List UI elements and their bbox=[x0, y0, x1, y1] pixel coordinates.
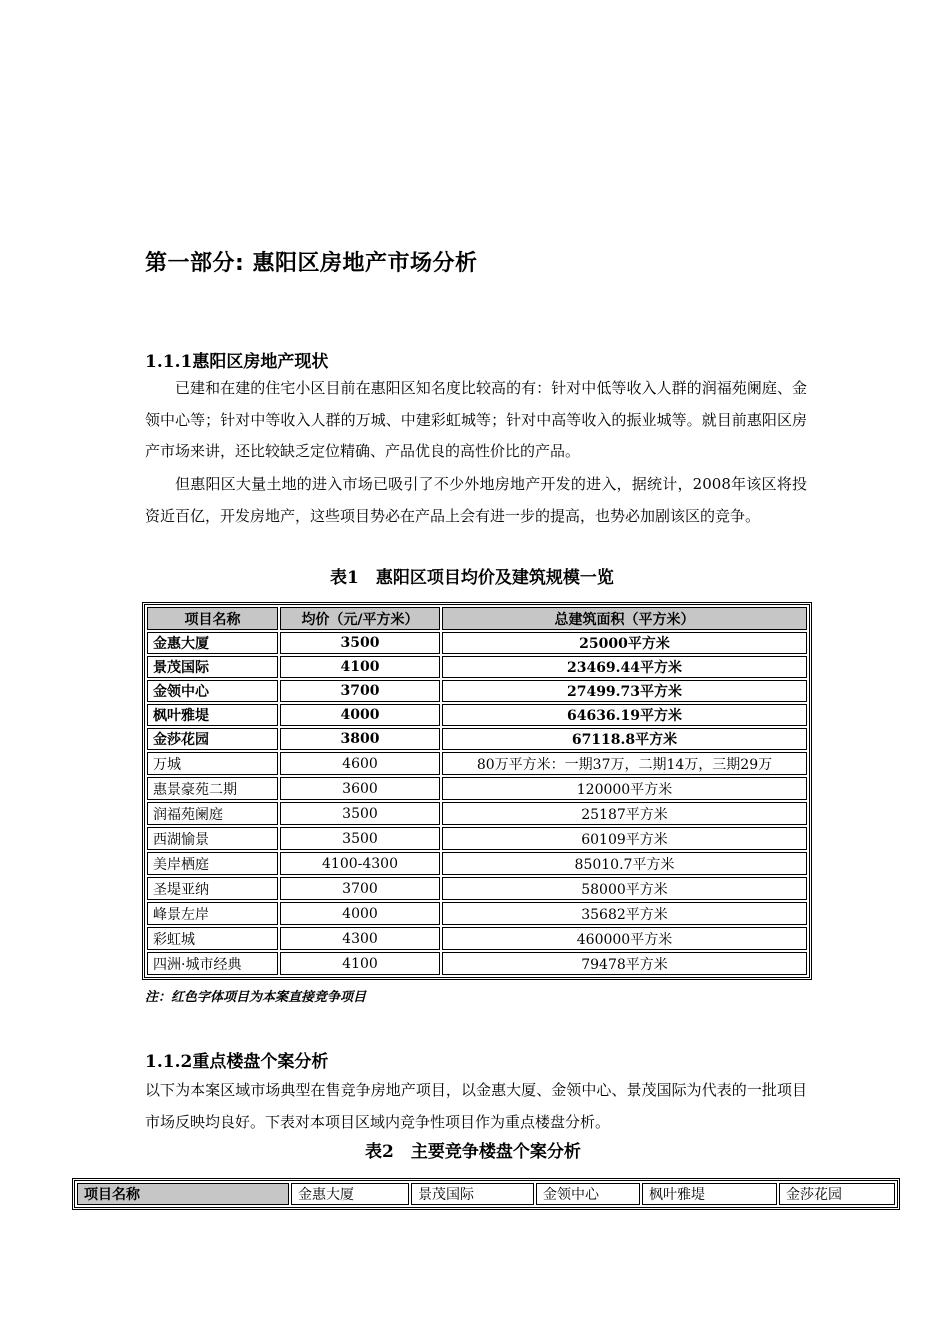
cell-average-price: 3700 bbox=[280, 877, 440, 900]
cell-project-name: 金惠大厦 bbox=[147, 632, 278, 654]
table-2-project: 金惠大厦 bbox=[291, 1183, 409, 1205]
cell-total-area: 120000平方米 bbox=[442, 777, 807, 800]
table-2-project: 景茂国际 bbox=[411, 1183, 534, 1205]
table-2-header-row bbox=[77, 1183, 895, 1205]
cell-total-area: 27499.73平方米 bbox=[442, 680, 807, 702]
cell-average-price: 4100 bbox=[280, 656, 440, 678]
cell-project-name: 金莎花园 bbox=[147, 728, 278, 750]
table-row bbox=[147, 632, 807, 654]
cell-average-price: 4000 bbox=[280, 704, 440, 726]
table-row bbox=[147, 728, 807, 750]
section-1-paragraph-2: 但惠阳区大量土地的进入市场已吸引了不少外地房地产开发的进入，据统计，2008年该区将投资近百亿，开发房地产，这些项目势必在产品上会有进一步的提高，也势必加剧该区的竞争。 bbox=[145, 475, 807, 525]
table-2-project: 金领中心 bbox=[536, 1183, 640, 1205]
cell-total-area: 60109平方米 bbox=[442, 827, 807, 850]
cell-project-name: 美岸栖庭 bbox=[147, 852, 278, 875]
cell-average-price: 3800 bbox=[280, 728, 440, 750]
competitor-analysis-table bbox=[74, 1180, 898, 1208]
table-row bbox=[147, 952, 807, 975]
table-row bbox=[147, 902, 807, 925]
table-row bbox=[147, 927, 807, 950]
table-2-header-label: 项目名称 bbox=[77, 1183, 289, 1205]
cell-average-price: 4100-4300 bbox=[280, 852, 440, 875]
table-1-caption: 表1 惠阳区项目均价及建筑规模一览 bbox=[330, 568, 614, 588]
table-row bbox=[147, 752, 807, 775]
table-2-project: 金莎花园 bbox=[779, 1183, 895, 1205]
cell-average-price: 4300 bbox=[280, 927, 440, 950]
cell-average-price: 3500 bbox=[280, 802, 440, 825]
table-row bbox=[147, 656, 807, 678]
cell-average-price: 3700 bbox=[280, 680, 440, 702]
table-row bbox=[147, 704, 807, 726]
cell-project-name: 彩虹城 bbox=[147, 927, 278, 950]
cell-average-price: 3500 bbox=[280, 632, 440, 654]
table-row bbox=[147, 852, 807, 875]
cell-project-name: 峰景左岸 bbox=[147, 902, 278, 925]
table-2-project: 枫叶雅堤 bbox=[642, 1183, 777, 1205]
table-1-note: 注：红色字体项目为本案直接竞争项目 bbox=[145, 990, 367, 1005]
cell-total-area: 80万平方米：一期37万，二期14万，三期29万 bbox=[442, 752, 807, 775]
table-header-row bbox=[147, 607, 807, 630]
cell-total-area: 35682平方米 bbox=[442, 902, 807, 925]
cell-total-area: 23469.44平方米 bbox=[442, 656, 807, 678]
section-1-title: 1.1.1惠阳区房地产现状 bbox=[145, 352, 329, 372]
header-total-area: 总建筑面积（平方米） bbox=[442, 607, 807, 630]
table-2-caption: 表2 主要竞争楼盘个案分析 bbox=[365, 1142, 581, 1162]
cell-total-area: 460000平方米 bbox=[442, 927, 807, 950]
cell-project-name: 景茂国际 bbox=[147, 656, 278, 678]
cell-average-price: 4600 bbox=[280, 752, 440, 775]
cell-project-name: 万城 bbox=[147, 752, 278, 775]
cell-average-price: 4100 bbox=[280, 952, 440, 975]
cell-total-area: 67118.8平方米 bbox=[442, 728, 807, 750]
cell-total-area: 79478平方米 bbox=[442, 952, 807, 975]
cell-total-area: 64636.19平方米 bbox=[442, 704, 807, 726]
cell-average-price: 3600 bbox=[280, 777, 440, 800]
cell-total-area: 25187平方米 bbox=[442, 802, 807, 825]
cell-total-area: 25000平方米 bbox=[442, 632, 807, 654]
cell-project-name: 金领中心 bbox=[147, 680, 278, 702]
cell-project-name: 润福苑阑庭 bbox=[147, 802, 278, 825]
cell-average-price: 4000 bbox=[280, 902, 440, 925]
table-row bbox=[147, 827, 807, 850]
part-title: 第一部分: 惠阳区房地产市场分析 bbox=[145, 251, 478, 276]
cell-project-name: 西湖愉景 bbox=[147, 827, 278, 850]
project-price-table bbox=[144, 604, 810, 978]
cell-project-name: 惠景豪苑二期 bbox=[147, 777, 278, 800]
section-2-paragraph: 以下为本案区域市场典型在售竞争房地产项目，以金惠大厦、金领中心、景茂国际为代表的一批项目市场反映均良好。下表对本项目区域内竞争性项目作为重点楼盘分析。 bbox=[145, 1081, 807, 1131]
table-row bbox=[147, 877, 807, 900]
table-row bbox=[147, 802, 807, 825]
cell-project-name: 圣堤亚纳 bbox=[147, 877, 278, 900]
cell-project-name: 枫叶雅堤 bbox=[147, 704, 278, 726]
cell-total-area: 58000平方米 bbox=[442, 877, 807, 900]
cell-total-area: 85010.7平方米 bbox=[442, 852, 807, 875]
header-project-name: 项目名称 bbox=[147, 607, 278, 630]
table-row bbox=[147, 680, 807, 702]
section-1-paragraph-1: 已建和在建的住宅小区目前在惠阳区知名度比较高的有：针对中低等收入人群的润福苑阑庭、金领中心等；针对中等收入人群的万城、中建彩虹城等；针对中高等收入的振业城等。就目前惠阳区房产市场来讲，还比较缺乏定位精确、产品优良的高性价比的产品。 bbox=[145, 379, 807, 460]
section-2-title: 1.1.2重点楼盘个案分析 bbox=[145, 1052, 329, 1072]
cell-project-name: 四洲·城市经典 bbox=[147, 952, 278, 975]
table-row bbox=[147, 777, 807, 800]
cell-average-price: 3500 bbox=[280, 827, 440, 850]
header-average-price: 均价（元/平方米） bbox=[280, 607, 440, 630]
